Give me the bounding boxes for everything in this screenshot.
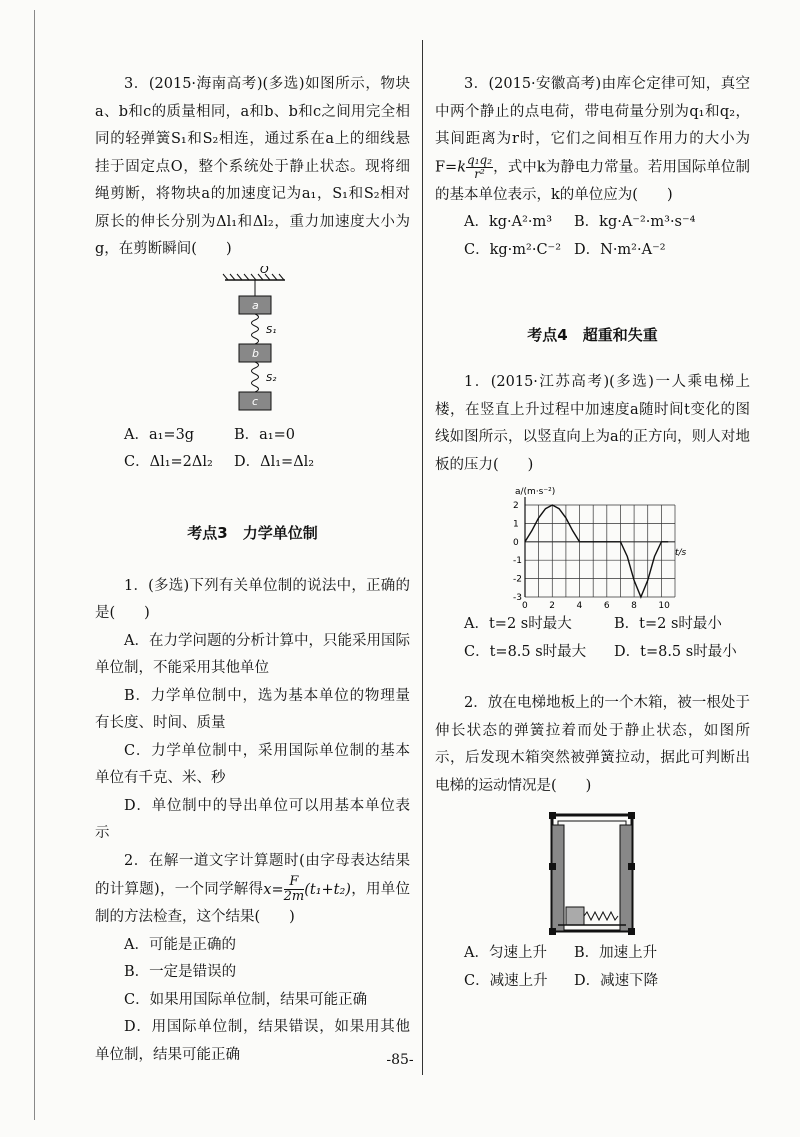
x-axis-label: t/s [675,548,687,558]
s4q1-option-d[interactable]: D．t=8.5 s时最小 [614,643,737,660]
q2-text-after: ，用单位制的方法检查，这个结果( ) [95,881,411,925]
elevator-right-wall [620,825,632,931]
x-tick-label: 4 [576,601,583,609]
label-O: O [260,265,269,276]
spring-block-figure [95,266,410,416]
y-tick-label: -2 [513,574,522,585]
s4q2-option-b[interactable]: B．加速上升 [574,945,658,961]
column-divider [422,40,423,1075]
s4q2-options-row-2 [435,968,750,996]
y-axis-label: a/(m·s⁻²) [515,487,556,497]
left-column [95,60,410,1069]
label-c: c [252,394,259,408]
acceleration-time-graph [435,483,750,609]
right-q3-options-row-2 [435,237,750,265]
s4q1-options-row-1 [435,611,750,639]
formula-numerator: F [284,875,305,890]
s4q1-options-row-2 [435,639,750,667]
right-q3-text [435,71,750,209]
spring-s2 [252,362,259,392]
q3-options-row-2 [95,449,410,477]
y-tick-label: -1 [513,556,522,567]
section3-q2-option-b[interactable]: B．一定是错误的 [124,964,237,980]
section3-q1-option-c[interactable]: C．力学单位制中，采用国际单位制的基本单位有千克、米、秒 [95,742,410,786]
q3-option-a[interactable]: A．a₁=3g [124,426,195,443]
right-q3-option-b[interactable]: B．kg·A⁻²·m³·s⁻⁴ [574,214,696,230]
formula-lhs: x= [263,881,284,898]
section-4-title: 考点4 超重和失重 [527,326,658,344]
y-tick-label: 2 [513,501,519,511]
q2-text-before: 2．在解一道文字计算题时(由字母表达结果的计算题)，一个同学解得 [95,852,410,898]
coulomb-denominator: r² [474,166,485,181]
label-s1: S₁ [266,324,277,336]
x-tick-label: 10 [658,601,670,609]
q3-option-d[interactable]: D．Δl₁=Δl₂ [234,454,315,470]
left-margin-line [34,10,35,1120]
elevator-left-wall [552,825,564,931]
right-q3-option-d[interactable]: D．N·m²·A⁻² [574,241,666,258]
coulomb-text-after: ，式中k为静电力常量。若用国际单位制的基本单位表示，k的单位应为( ) [435,159,750,203]
s4q1-option-b[interactable]: B．t=2 s时最小 [614,616,722,632]
series-a-line [525,505,668,597]
y-tick-label: -3 [513,593,522,603]
s4q2-option-d[interactable]: D．减速下降 [574,972,659,989]
label-a: a [252,298,259,312]
s4q2-options-row-1 [435,940,750,968]
question-3-spring-text: 3．(2015·海南高考)(多选)如图所示，物块a、b和c的质量相同，a和b、b和c之间用完全相同的轻弹簧S₁和S₂相连，通过系在a上的细线悬挂于固定点O，整个系统处于静止状态。现将细绳剪断，将物块a的加速度记为a₁，S₁和S₂相对原长的伸长分别为Δl₁和Δl₂，重力加速度大小为g，在剪断瞬间( ) [95,76,410,257]
label-s2: S₂ [266,372,277,384]
acceleration-chart [435,483,750,609]
s4q1-option-a[interactable]: A．t=2 s时最大 [464,616,572,632]
section3-q2-option-a[interactable]: A．可能是正确的 [124,936,236,953]
x-tick-label: 0 [522,601,528,609]
formula-denominator: 2m [283,889,305,904]
formula-k: k [457,159,467,175]
section3-q1-text: 1．(多选)下列有关单位制的说法中，正确的是( ) [95,577,410,621]
formula-tail: (t₁+t₂) [304,881,351,898]
elevator-box-diagram [435,810,750,936]
spring-block-diagram [95,266,410,416]
section-3-title: 考点3 力学单位制 [187,523,318,542]
stretched-spring [584,912,618,920]
x-tick-label: 8 [631,601,637,609]
elevator-figure [435,810,750,936]
section3-q1-option-d[interactable]: D．单位制中的导出单位可以用基本单位表示 [95,797,410,841]
right-q3-option-a[interactable]: A．kg·A²·m³ [464,214,553,230]
page-number: -85- [386,1052,414,1068]
s4q2-option-c[interactable]: C．减速上升 [464,972,548,989]
label-b: b [252,346,259,360]
coulomb-numerator: q₁q₂ [467,152,492,167]
s4q2-option-a[interactable]: A．匀速上升 [464,945,547,961]
q3-option-b[interactable]: B．a₁=0 [234,426,295,443]
section3-q2-option-c[interactable]: C．如果用国际单位制，结果可能正确 [124,991,368,1008]
formula-x [263,874,351,904]
section4-q2-text: 2．放在电梯地板上的一个木箱，被一根处于伸长状态的弹簧拉着而处于静止状态，如图所示，后发现木箱突然被弹簧拉动，据此可判断出电梯的运动情况是( ) [435,695,750,794]
right-q3-options-row-1 [435,209,750,237]
x-tick-label: 2 [549,601,556,609]
spring-s1 [252,314,259,344]
q3-options-row-1 [95,422,410,450]
section3-q1-option-a[interactable]: A．在力学问题的分析计算中，只能采用国际单位制，不能采用其他单位 [95,632,410,676]
y-tick-label: 1 [513,519,519,530]
y-tick-label: 0 [513,537,519,548]
wooden-box [566,907,584,925]
right-q3-option-c[interactable]: C．kg·m²·C⁻² [464,241,562,258]
coulomb-text-before: 3．(2015·安徽高考)由库仑定律可知，真空中两个静止的点电荷，带电荷量分别为q₁和q₂，其间距离为r时，它们之间相互作用力的大小为F= [435,76,750,175]
x-tick-label: 6 [603,601,610,609]
section4-q1-text: 1．(2015·江苏高考)(多选)一人乘电梯上楼，在竖直上升过程中加速度a随时间t变化的图线如图所示，以竖直向上为a的正方向，则人对地板的压力( ) [435,374,750,473]
section3-q2-text [95,848,410,932]
q3-option-c[interactable]: C．Δl₁=2Δl₂ [124,454,213,470]
section3-q1-option-b[interactable]: B．力学单位制中，选为基本单位的物理量有长度、时间、质量 [95,687,410,731]
section3-q2-option-d[interactable]: D．用国际单位制，结果错误，如果用其他单位制，结果可能正确 [95,1019,410,1063]
right-column [435,60,750,995]
s4q1-option-c[interactable]: C．t=8.5 s时最大 [464,643,587,660]
